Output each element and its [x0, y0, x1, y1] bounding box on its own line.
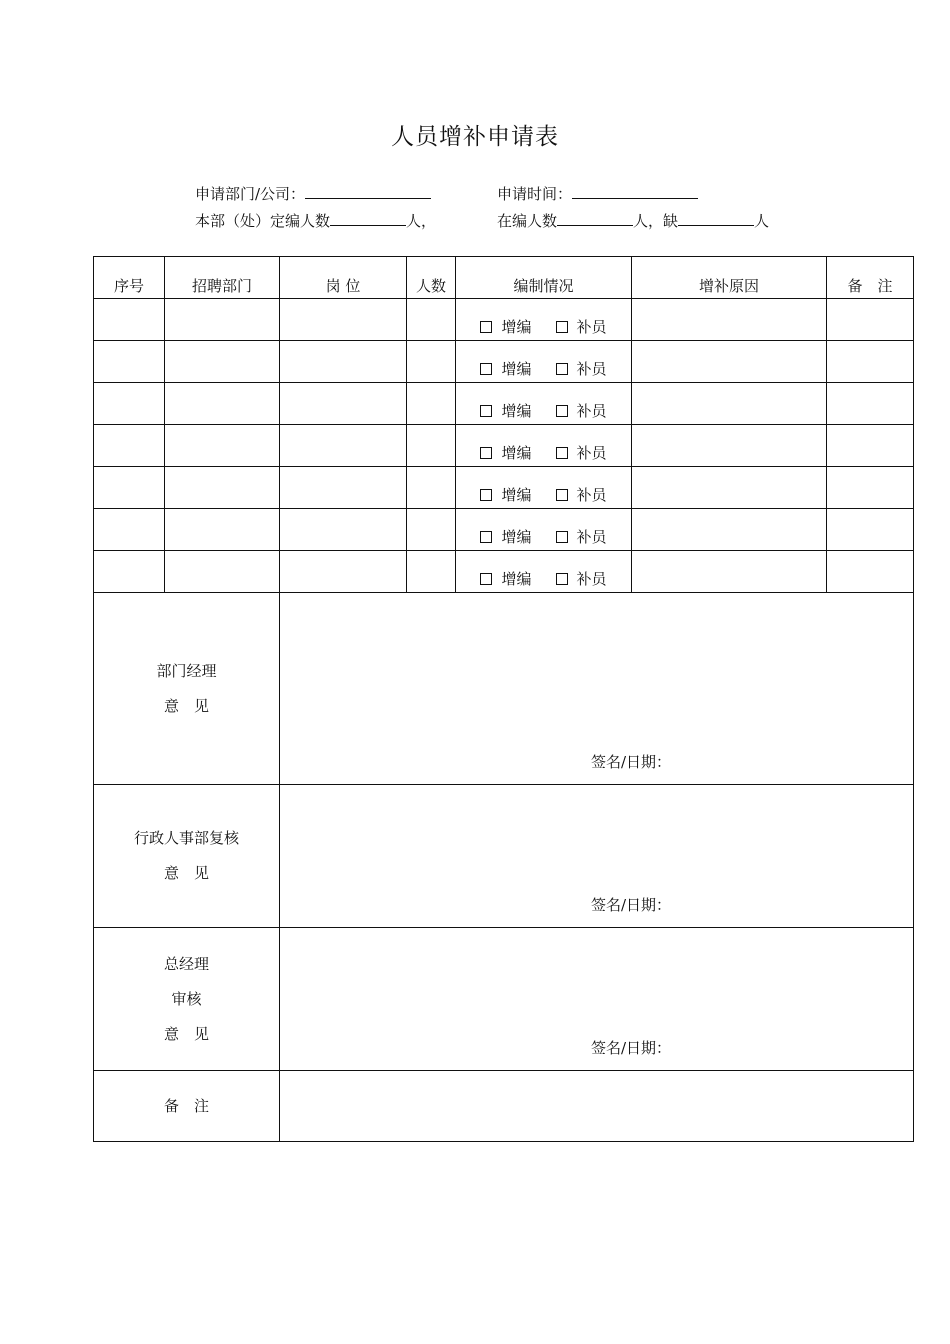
- hr-review-label-line: 意 见: [163, 864, 209, 882]
- option-add-label: 增编: [501, 318, 532, 336]
- table-row: [94, 383, 914, 425]
- cell-index[interactable]: [94, 467, 165, 509]
- checkbox-icon: [480, 573, 492, 585]
- cell-remark[interactable]: [827, 509, 914, 551]
- cell-index[interactable]: [94, 509, 165, 551]
- option-fill-checkbox[interactable]: [556, 400, 607, 421]
- option-add-checkbox[interactable]: [480, 358, 531, 379]
- cell-staffing: [456, 467, 632, 509]
- gm-review-label-cell: [94, 928, 280, 1071]
- current-field-row: [497, 210, 769, 231]
- cell-position[interactable]: [280, 509, 407, 551]
- remark-row: [94, 1071, 914, 1142]
- cell-dept[interactable]: [165, 299, 280, 341]
- option-fill-label: 补员: [576, 528, 607, 546]
- cell-reason[interactable]: [632, 299, 827, 341]
- option-add-checkbox[interactable]: [480, 400, 531, 421]
- table-row: [94, 341, 914, 383]
- form-title: 人员增补申请表: [391, 124, 559, 150]
- cell-count[interactable]: [407, 467, 456, 509]
- checkbox-icon: [556, 447, 568, 459]
- current-blank[interactable]: [557, 211, 633, 226]
- option-fill-label: 补员: [576, 318, 607, 336]
- table-row: [94, 467, 914, 509]
- checkbox-icon: [480, 447, 492, 459]
- option-add-label: 增编: [501, 402, 532, 420]
- hr-review-label-line: 行政人事部复核: [133, 829, 239, 847]
- option-fill-checkbox[interactable]: [556, 442, 607, 463]
- dept-manager-label-line: 部门经理: [156, 661, 217, 680]
- option-add-checkbox[interactable]: [480, 316, 531, 337]
- checkbox-icon: [480, 489, 492, 501]
- col-header-remark: 备 注: [827, 257, 914, 299]
- cell-position[interactable]: [280, 425, 407, 467]
- cell-reason[interactable]: [632, 341, 827, 383]
- cell-remark[interactable]: [827, 383, 914, 425]
- checkbox-icon: [556, 573, 568, 585]
- cell-count[interactable]: [407, 383, 456, 425]
- approval-row-hr-review: [94, 785, 914, 928]
- cell-reason[interactable]: [632, 551, 827, 593]
- cell-index[interactable]: [94, 299, 165, 341]
- option-fill-label: 补员: [576, 486, 607, 504]
- quota-field-row: [195, 210, 436, 231]
- checkbox-icon: [480, 405, 492, 417]
- cell-staffing: [456, 425, 632, 467]
- table-row: [94, 551, 914, 593]
- cell-dept[interactable]: [165, 425, 280, 467]
- table-row: [94, 509, 914, 551]
- remark-content-cell[interactable]: [280, 1071, 914, 1142]
- col-header-position: 岗 位: [280, 257, 407, 299]
- option-add-label: 增编: [501, 570, 532, 588]
- quota-unit: 人，: [406, 212, 437, 230]
- dept-label: 申请部门/公司：: [195, 185, 306, 203]
- quota-label: 本部（处）定编人数: [195, 212, 331, 230]
- cell-index[interactable]: [94, 425, 165, 467]
- time-label: 申请时间：: [497, 185, 573, 203]
- table-row: [94, 425, 914, 467]
- signature-date-label: 签名/日期：: [591, 896, 672, 914]
- option-add-checkbox[interactable]: [480, 526, 531, 547]
- checkbox-icon: [556, 321, 568, 333]
- cell-remark[interactable]: [827, 341, 914, 383]
- option-add-label: 增编: [501, 528, 532, 546]
- signature-date-label: 签名/日期：: [591, 753, 672, 771]
- gm-review-label-line: 总经理: [163, 954, 209, 973]
- dept-manager-label-cell: [94, 593, 280, 785]
- cell-dept[interactable]: [165, 467, 280, 509]
- col-header-staffing: 编制情况: [456, 257, 632, 299]
- table-header-row: [94, 257, 914, 299]
- cell-remark[interactable]: [827, 299, 914, 341]
- cell-staffing: [456, 299, 632, 341]
- hr-review-label-cell: [94, 785, 280, 928]
- option-fill-label: 补员: [576, 444, 607, 462]
- cell-index[interactable]: [94, 383, 165, 425]
- cell-position[interactable]: [280, 467, 407, 509]
- checkbox-icon: [556, 531, 568, 543]
- cell-index[interactable]: [94, 341, 165, 383]
- option-add-label: 增编: [501, 486, 532, 504]
- cell-reason[interactable]: [632, 425, 827, 467]
- cell-staffing: [456, 509, 632, 551]
- gm-review-label-line: 审核: [171, 989, 202, 1008]
- checkbox-icon: [556, 489, 568, 501]
- cell-position[interactable]: [280, 341, 407, 383]
- checkbox-icon: [556, 405, 568, 417]
- dept-manager-label-line: 意 见: [163, 696, 209, 715]
- cell-reason[interactable]: [632, 467, 827, 509]
- option-fill-checkbox[interactable]: [556, 526, 607, 547]
- cell-staffing: [456, 341, 632, 383]
- cell-dept[interactable]: [165, 551, 280, 593]
- remark-label: 备 注: [94, 1071, 280, 1142]
- gm-review-opinion-cell[interactable]: [280, 928, 914, 1071]
- current-unit: 人，缺: [633, 212, 679, 230]
- cell-dept[interactable]: [165, 383, 280, 425]
- option-add-checkbox[interactable]: [480, 568, 531, 589]
- cell-remark[interactable]: [827, 425, 914, 467]
- cell-position[interactable]: [280, 383, 407, 425]
- cell-remark[interactable]: [827, 467, 914, 509]
- lack-unit: 人: [754, 212, 770, 230]
- current-label: 在编人数: [497, 212, 558, 230]
- cell-dept[interactable]: [165, 509, 280, 551]
- table-row: [94, 299, 914, 341]
- option-fill-label: 补员: [576, 402, 607, 420]
- request-table: [93, 256, 914, 1142]
- approval-row-dept-manager: [94, 593, 914, 785]
- cell-staffing: [456, 551, 632, 593]
- option-fill-label: 补员: [576, 570, 607, 588]
- option-fill-checkbox[interactable]: [556, 316, 607, 337]
- lack-blank[interactable]: [678, 211, 754, 226]
- checkbox-icon: [480, 363, 492, 375]
- cell-dept[interactable]: [165, 341, 280, 383]
- cell-count[interactable]: [407, 509, 456, 551]
- col-header-count: 人数: [407, 257, 456, 299]
- cell-reason[interactable]: [632, 509, 827, 551]
- signature-date-label: 签名/日期：: [591, 1039, 672, 1057]
- dept-manager-opinion-cell[interactable]: [280, 593, 914, 785]
- col-header-index: 序号: [94, 257, 165, 299]
- cell-count[interactable]: [407, 341, 456, 383]
- time-field-row: [497, 183, 698, 204]
- option-add-checkbox[interactable]: [480, 484, 531, 505]
- option-fill-checkbox[interactable]: [556, 484, 607, 505]
- option-add-label: 增编: [501, 444, 532, 462]
- option-fill-checkbox[interactable]: [556, 358, 607, 379]
- col-header-dept: 招聘部门: [165, 257, 280, 299]
- cell-count[interactable]: [407, 425, 456, 467]
- quota-blank[interactable]: [330, 211, 406, 226]
- hr-review-opinion-cell[interactable]: [280, 785, 914, 928]
- option-fill-label: 补员: [576, 360, 607, 378]
- option-add-checkbox[interactable]: [480, 442, 531, 463]
- dept-blank[interactable]: [305, 184, 431, 199]
- dept-field-row: [195, 183, 431, 204]
- approval-row-gm-review: [94, 928, 914, 1071]
- cell-position[interactable]: [280, 551, 407, 593]
- cell-count[interactable]: [407, 299, 456, 341]
- option-fill-checkbox[interactable]: [556, 568, 607, 589]
- checkbox-icon: [480, 531, 492, 543]
- option-add-label: 增编: [501, 360, 532, 378]
- cell-remark[interactable]: [827, 551, 914, 593]
- checkbox-icon: [480, 321, 492, 333]
- time-blank[interactable]: [572, 184, 698, 199]
- col-header-reason: 增补原因: [632, 257, 827, 299]
- cell-index[interactable]: [94, 551, 165, 593]
- cell-count[interactable]: [407, 551, 456, 593]
- cell-staffing: [456, 383, 632, 425]
- gm-review-label-line: 意 见: [163, 1024, 209, 1043]
- cell-reason[interactable]: [632, 383, 827, 425]
- cell-position[interactable]: [280, 299, 407, 341]
- checkbox-icon: [556, 363, 568, 375]
